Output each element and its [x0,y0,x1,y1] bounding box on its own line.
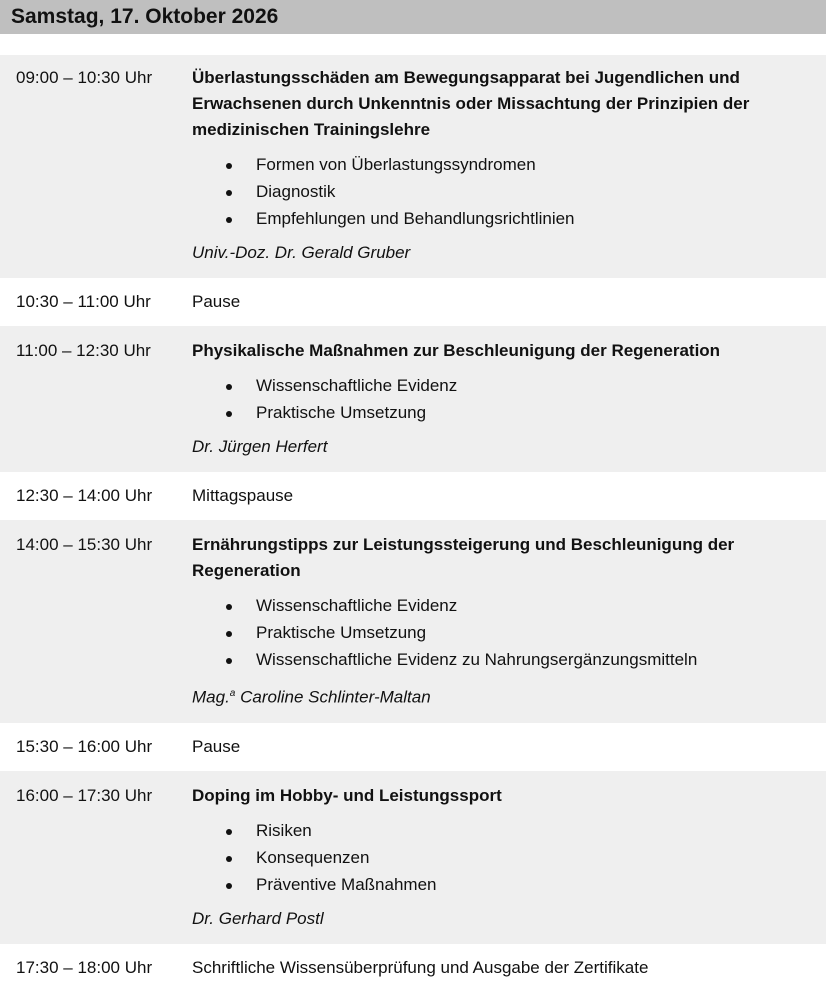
break-time: 12:30 – 14:00 Uhr [16,486,153,505]
break-label: Mittagspause [192,486,294,505]
session-row [0,771,826,944]
topic-item: Wissenschaftliche Evidenz [192,592,818,619]
session-row [0,55,826,278]
session-row [0,520,826,723]
session-content [192,532,826,711]
topic-item: Diagnostik [192,178,818,205]
break-row [0,723,826,771]
session-content [192,783,826,932]
speaker-name: Univ.-Doz. Dr. Gerald Gruber [192,243,411,262]
topic-list [192,372,818,426]
break-time: 17:30 – 18:00 Uhr [16,957,153,977]
break-label: Pause [192,736,241,756]
session-title: Doping im Hobby- und Leistungssport [192,785,502,805]
break-label: Pause [192,292,241,311]
topic-item: Wissenschaftliche Evidenz zu Nahrungsergänzungsmitteln [192,646,818,673]
session-time: 09:00 – 10:30 Uhr [16,68,153,87]
break-time: 15:30 – 16:00 Uhr [16,736,153,756]
topic-item: Formen von Überlastungssyndromen [192,151,818,178]
topic-item: Präventive Maßnahmen [192,871,818,898]
session-time: 16:00 – 17:30 Uhr [16,785,153,805]
session-time: 14:00 – 15:30 Uhr [16,535,153,554]
topic-item: Empfehlungen und Behandlungsrichtlinien [192,205,818,232]
day-header [0,0,826,34]
session-title: Überlastungsschäden am Bewegungsapparat bei Jugendlichen und Erwachsenen durch Unkenntnis oder Missachtung der Prinzipien der medizinischen Trainingslehre [192,68,750,139]
topic-item: Konsequenzen [192,844,818,871]
speaker-name [192,681,818,711]
topic-item: Praktische Umsetzung [192,399,818,426]
break-row [0,944,826,992]
break-row [0,472,826,520]
topic-list [192,817,818,898]
topic-list [192,151,818,232]
session-title: Physikalische Maßnahmen zur Beschleunigung der Regeneration [192,341,721,360]
session-content [192,65,826,266]
speaker-superscript: a [229,688,236,699]
topic-item: Praktische Umsetzung [192,619,818,646]
session-time: 11:00 – 12:30 Uhr [16,341,151,360]
break-row [0,278,826,326]
speaker-name: Dr. Jürgen Herfert [192,437,328,456]
break-label: Schriftliche Wissensüberprüfung und Ausgabe der Zertifikate [192,957,649,977]
spacer [0,34,826,55]
session-row [0,326,826,472]
speaker-name: Dr. Gerhard Postl [192,908,324,928]
topic-item: Risiken [192,817,818,844]
speaker-prefix: Mag. [192,687,230,707]
session-content [192,338,826,460]
topic-list [192,592,818,673]
day-title: Samstag, 17. Oktober 2026 [11,5,279,28]
speaker-surname: Caroline Schlinter-Maltan [240,687,431,707]
break-time: 10:30 – 11:00 Uhr [16,292,151,311]
session-title: Ernährungstipps zur Leistungssteigerung und Beschleunigung der Regeneration [192,535,735,580]
topic-item: Wissenschaftliche Evidenz [192,372,818,399]
